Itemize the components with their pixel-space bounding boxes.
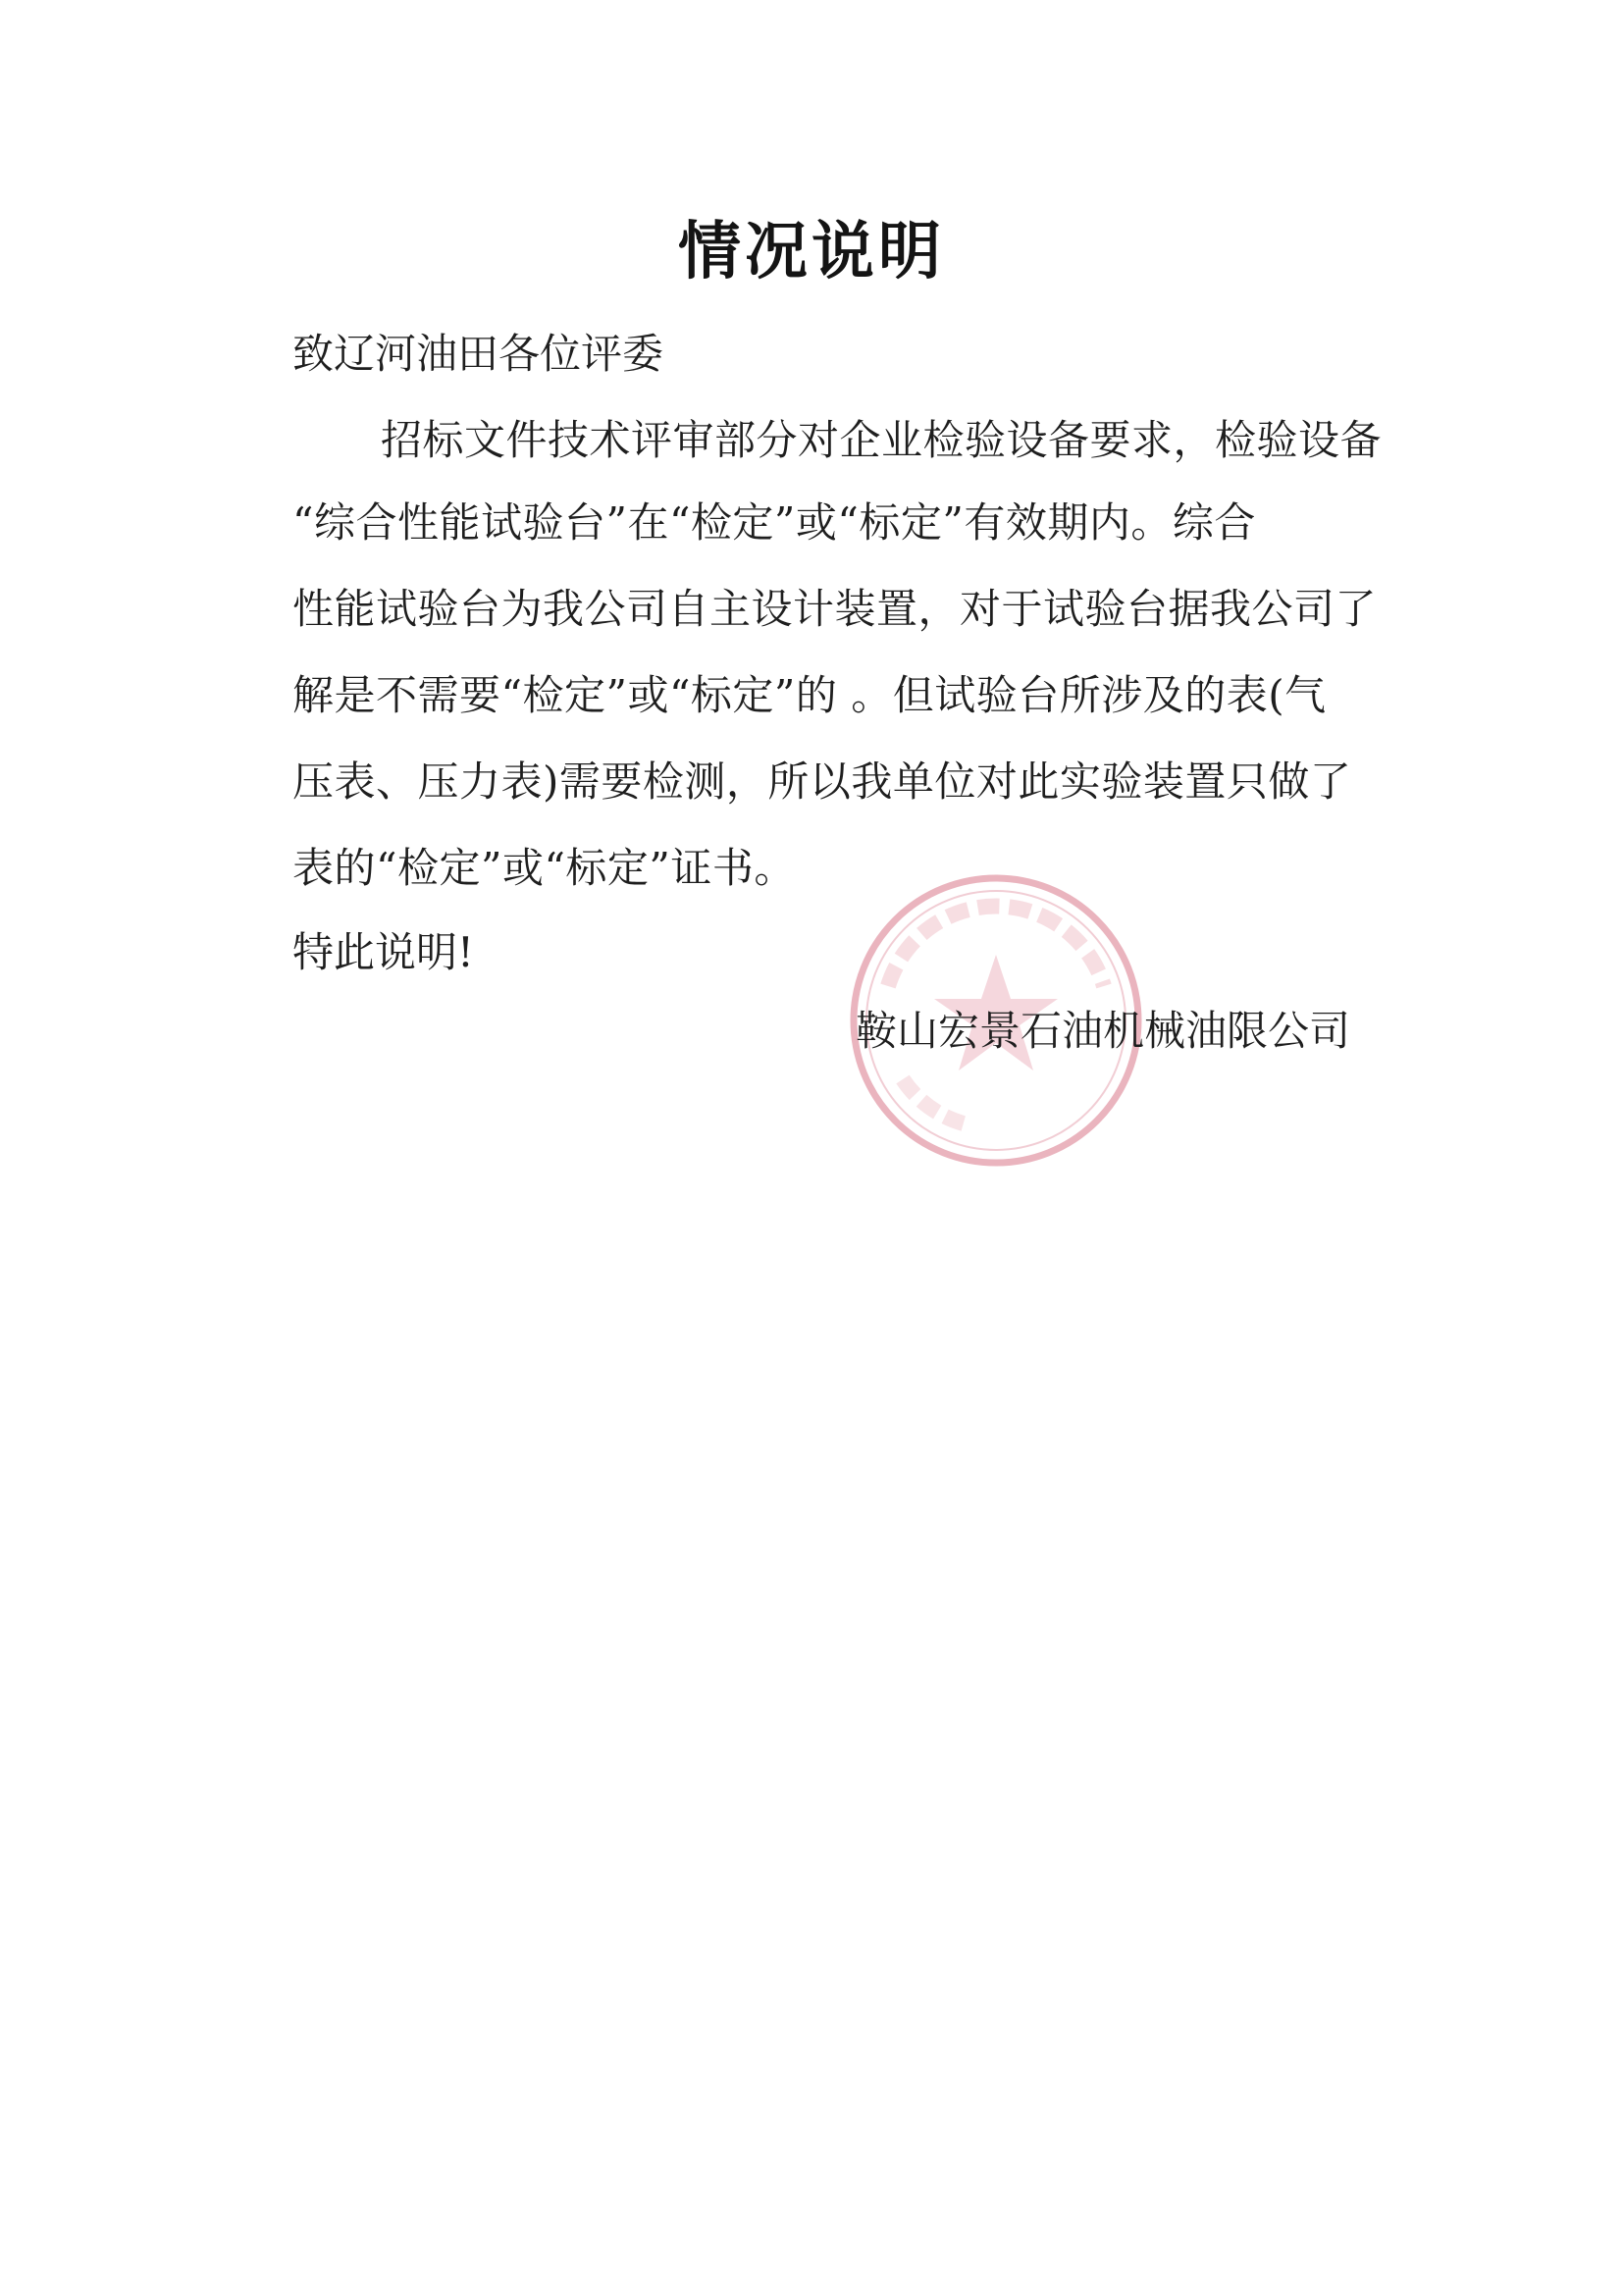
body-line-4: 解是不需要“检定”或“标定”的 。但试验台所涉及的表(气 <box>292 671 1327 719</box>
body-line-2: “综合性能试验台”在“检定”或“标定”有效期内。综合 <box>292 498 1256 547</box>
closing-remark: 特此说明! <box>292 928 474 976</box>
body-line-6: 表的“检定”或“标定”证书。 <box>292 844 796 892</box>
body-line-5: 压表、压力表)需要检测，所以我单位对此实验装置只做了 <box>292 757 1352 806</box>
body-line-1: 招标文件技术评审部分对企业检验设备要求，检验设备 <box>381 416 1383 464</box>
body-line-3: 性能试验台为我公司自主设计装置，对于试验台据我公司了 <box>292 585 1378 633</box>
document-title: 情况说明 <box>678 215 945 288</box>
company-signature: 鞍山宏景石油机械油限公司 <box>856 1007 1351 1055</box>
salutation: 致辽河油田各位评委 <box>292 330 664 378</box>
